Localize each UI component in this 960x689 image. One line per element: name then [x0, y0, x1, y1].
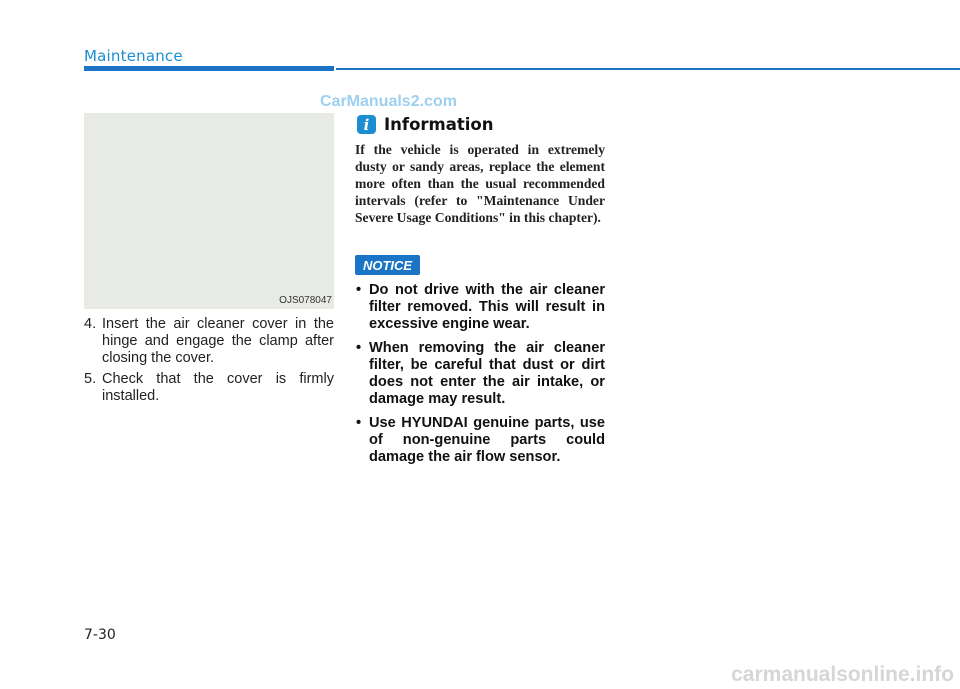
steps-list: [84, 316, 334, 409]
bullet-icon: •: [356, 282, 362, 298]
notice-text: Do not drive with the air cleaner filter removed. This will result in excessive engine wear.: [369, 282, 605, 332]
section-title: Maintenance: [84, 47, 183, 65]
list-item: [355, 340, 605, 408]
list-item: [355, 415, 605, 466]
bullet-icon: •: [356, 415, 362, 431]
watermark-top: CarManuals2.com: [320, 93, 457, 110]
notice-text: Use HYUNDAI genuine parts, use of non-genuine parts could damage the air flow sensor.: [369, 415, 605, 465]
step-number: 4.: [84, 316, 97, 332]
list-item: [355, 282, 605, 333]
list-item: [84, 371, 334, 405]
step-text: Check that the cover is firmly installed.: [102, 371, 334, 404]
step-text: Insert the air cleaner cover in the hinge and engage the clamp after closing the cover.: [102, 316, 334, 366]
information-title: Information: [384, 115, 494, 134]
notice-list: [355, 282, 605, 473]
header-rule-thin: [336, 68, 960, 70]
list-item: [84, 316, 334, 367]
step-number: 5.: [84, 371, 97, 387]
figure-caption: OJS078047: [279, 295, 332, 306]
information-body: If the vehicle is operated in extremely dusty or sandy areas, replace the element more often than the usual recommended intervals (refer to "Maintenance Under Severe Usage Conditions" in this chapter).: [355, 142, 605, 225]
bullet-icon: •: [356, 340, 362, 356]
page-number: 7-30: [84, 627, 116, 643]
notice-text: When removing the air cleaner filter, be careful that dust or dirt does not enter the air intake, or damage may result.: [369, 340, 605, 407]
information-icon: i: [357, 115, 376, 134]
information-heading: [357, 115, 494, 134]
notice-badge: NOTICE: [355, 255, 420, 275]
figure-image: [84, 113, 334, 309]
header-rule-thick: [84, 66, 334, 71]
watermark-bottom: carmanualsonline.info: [731, 663, 954, 686]
